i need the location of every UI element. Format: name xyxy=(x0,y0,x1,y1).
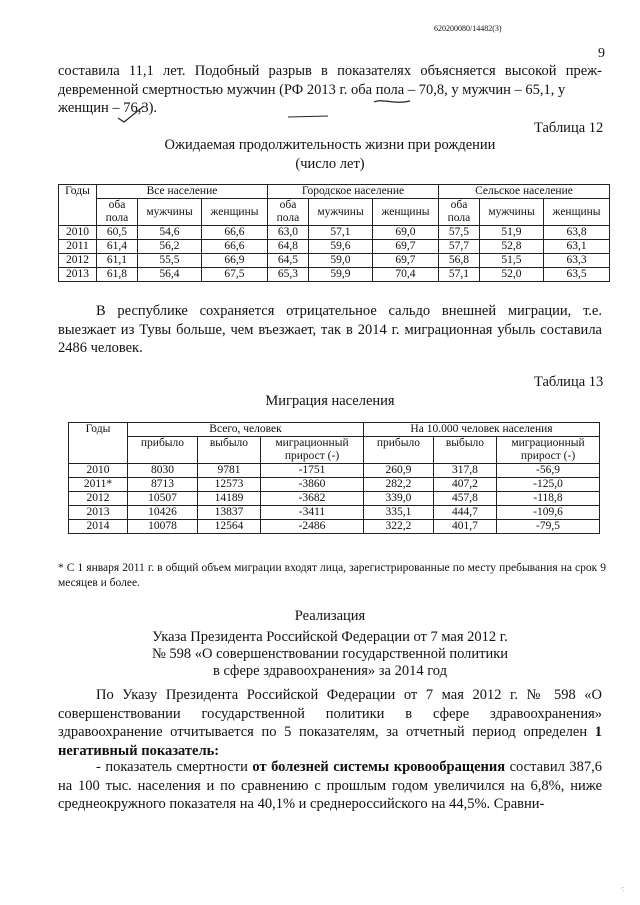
table-cell: 2013 xyxy=(59,268,97,282)
table-cell: 51,5 xyxy=(479,254,543,268)
table-cell: 59,6 xyxy=(308,240,372,254)
table-cell: 69,0 xyxy=(373,226,439,240)
pen-underline-mark xyxy=(372,96,412,108)
table-cell: 66,6 xyxy=(202,226,268,240)
subheader-women: женщины xyxy=(202,199,268,226)
section-title xyxy=(58,608,602,680)
table-cell: 317,8 xyxy=(433,464,496,478)
section-title-line: Реализация xyxy=(294,608,366,624)
table-cell: 69,7 xyxy=(373,240,439,254)
table-cell: 63,1 xyxy=(544,240,610,254)
paragraph-bold-text: 1 негативный показатель: xyxy=(58,724,602,759)
table-cell: -3860 xyxy=(260,478,363,492)
table-cell: -118,8 xyxy=(497,492,600,506)
header-years: Годы xyxy=(59,185,97,226)
paragraph-mortality xyxy=(58,758,602,814)
table-cell: 54,6 xyxy=(137,226,201,240)
table-cell: 57,7 xyxy=(438,240,479,254)
table-subheader-row xyxy=(69,437,600,464)
table-cell: 57,1 xyxy=(438,268,479,282)
table-cell: 56,4 xyxy=(137,268,201,282)
table-cell: 401,7 xyxy=(433,520,496,534)
paragraph-decree-report xyxy=(58,686,602,760)
table-cell: 9781 xyxy=(197,464,260,478)
header-group-total: Всего, человек xyxy=(128,423,364,437)
table-subheader-row xyxy=(59,199,610,226)
table-cell: 63,3 xyxy=(544,254,610,268)
table-row xyxy=(59,254,610,268)
subheader-both: оба пола xyxy=(267,199,308,226)
section-title-line: № 598 «О совершенствовании государственной политики xyxy=(151,646,509,662)
paragraph-bold-text: от болезней системы кровообращения xyxy=(252,759,506,775)
subheader-women: женщины xyxy=(373,199,439,226)
header-group-rural: Сельское население xyxy=(438,185,609,199)
table-cell: 10507 xyxy=(128,492,198,506)
paragraph-line: составила 11,1 лет. Подобный разрыв в показателях объясняется высокой преж- xyxy=(58,63,602,79)
table-cell: 52,0 xyxy=(479,268,543,282)
table-cell: 55,5 xyxy=(137,254,201,268)
table12-label: Таблица 12 xyxy=(534,120,604,136)
table-cell: 59,0 xyxy=(308,254,372,268)
table-cell: -79,5 xyxy=(497,520,600,534)
table-cell: 2010 xyxy=(69,464,128,478)
table-cell: -3411 xyxy=(260,506,363,520)
table13-title: Миграция населения xyxy=(265,393,395,409)
table-cell: 14189 xyxy=(197,492,260,506)
table12-title xyxy=(58,136,602,173)
table-cell: 59,9 xyxy=(308,268,372,282)
table-cell: -3682 xyxy=(260,492,363,506)
table-header-row xyxy=(59,185,610,199)
header-group-urban: Городское население xyxy=(267,185,438,199)
table-cell: 10078 xyxy=(128,520,198,534)
migration-table xyxy=(68,422,600,534)
table-cell: 61,4 xyxy=(96,240,137,254)
table-cell: -1751 xyxy=(260,464,363,478)
table-cell: 260,9 xyxy=(363,464,433,478)
table12-title-line: Ожидаемая продолжительность жизни при рождении xyxy=(164,137,496,153)
table13-footnote: * С 1 января 2011 г. в общий объем миграции входят лица, зарегистрированные по месту пребывания на срок 9 месяцев и более. xyxy=(58,562,606,589)
subheader-departed: выбыло xyxy=(197,437,260,464)
table-cell: 56,8 xyxy=(438,254,479,268)
table-cell: 2011* xyxy=(69,478,128,492)
table-cell: 67,5 xyxy=(202,268,268,282)
subheader-men: мужчины xyxy=(137,199,201,226)
table-cell: 2013 xyxy=(69,506,128,520)
section-title-line: Указа Президента Российской Федерации от 7 мая 2012 г. xyxy=(152,629,508,645)
table-row xyxy=(69,492,600,506)
table-cell: 61,8 xyxy=(96,268,137,282)
subheader-both: оба пола xyxy=(438,199,479,226)
table-cell: 60,5 xyxy=(96,226,137,240)
table-cell: 335,1 xyxy=(363,506,433,520)
table-cell: -125,0 xyxy=(497,478,600,492)
subheader-departed: выбыло xyxy=(433,437,496,464)
table-cell: 13837 xyxy=(197,506,260,520)
table-row xyxy=(69,506,600,520)
table-cell: 61,1 xyxy=(96,254,137,268)
table-row xyxy=(59,268,610,282)
table-cell: 2012 xyxy=(59,254,97,268)
table-row xyxy=(59,226,610,240)
table-row xyxy=(69,478,600,492)
pen-stroke-mark xyxy=(286,112,330,122)
subheader-men: мужчины xyxy=(308,199,372,226)
table-cell: 444,7 xyxy=(433,506,496,520)
life-expectancy-table xyxy=(58,184,610,282)
corner-mark: ·: xyxy=(620,884,625,893)
table12-subtitle: (число лет) xyxy=(295,155,365,172)
table-cell: 12564 xyxy=(197,520,260,534)
table-cell: 63,5 xyxy=(544,268,610,282)
table13-label: Таблица 13 xyxy=(534,374,604,390)
table-cell: 322,2 xyxy=(363,520,433,534)
paragraph-migration: В республике сохраняется отрицательное сальдо внешней миграции, т.е. выезжает из Тувы больше, чем въезжает, так в 2014 г. миграционная убыль составила 2486 человек. xyxy=(58,303,602,356)
table-header-row xyxy=(69,423,600,437)
paragraph-line: женщин – 76,3). xyxy=(58,100,158,116)
table-row xyxy=(69,520,600,534)
table-cell: 52,8 xyxy=(479,240,543,254)
table-cell: 57,1 xyxy=(308,226,372,240)
pen-check-mark xyxy=(116,104,148,124)
table-row xyxy=(69,464,600,478)
table-cell: 69,7 xyxy=(373,254,439,268)
table-cell: 70,4 xyxy=(373,268,439,282)
document-code: 620200080/14482(3) xyxy=(434,24,502,33)
subheader-migration-growth: миграционный прирост (-) xyxy=(497,437,600,464)
table-cell: 339,0 xyxy=(363,492,433,506)
table-cell: -2486 xyxy=(260,520,363,534)
subheader-men: мужчины xyxy=(479,199,543,226)
paragraph-text: - показатель смертности xyxy=(96,759,253,775)
table-cell: -109,6 xyxy=(497,506,600,520)
subheader-both: оба пола xyxy=(96,199,137,226)
table-cell: 2012 xyxy=(69,492,128,506)
table-cell: 51,9 xyxy=(479,226,543,240)
table-cell: 66,6 xyxy=(202,240,268,254)
paragraph-line: девременной смертностью мужчин (РФ 2013 г. оба пола – 70,8, у мужчин – 65,1, у xyxy=(58,81,566,98)
table-cell: 282,2 xyxy=(363,478,433,492)
subheader-arrived: прибыло xyxy=(128,437,198,464)
table-row xyxy=(59,240,610,254)
table-cell: 8030 xyxy=(128,464,198,478)
table-cell: 56,2 xyxy=(137,240,201,254)
table-cell: 65,3 xyxy=(267,268,308,282)
table-cell: 407,2 xyxy=(433,478,496,492)
table-cell: 457,8 xyxy=(433,492,496,506)
page-number: 9 xyxy=(598,46,605,61)
header-group-all: Все население xyxy=(96,185,267,199)
table-cell: 2010 xyxy=(59,226,97,240)
paragraph-text: По Указу Президента Российской Федерации от 7 мая 2012 г. № 598 «О совершенствовании государственной политики в сфере здравоохранения» здравоохранение отчитывается по 5 показателям, за отчетный период определен xyxy=(58,687,602,740)
section-title-line: в сфере здравоохранения» за 2014 год xyxy=(212,663,448,679)
table-cell: 12573 xyxy=(197,478,260,492)
table-cell: 2014 xyxy=(69,520,128,534)
table-cell: 2011 xyxy=(59,240,97,254)
table-cell: 63,8 xyxy=(544,226,610,240)
subheader-migration-growth: миграционный прирост (-) xyxy=(260,437,363,464)
paragraph-text: составил 387,6 на 100 тыс. населения и по сравнению с прошлым годом увеличился на 6,8%, ниже среднеокружного показателя на 40,1% и среднероссийского на 44,5%. Сравни- xyxy=(58,759,602,812)
table-cell: 63,0 xyxy=(267,226,308,240)
table-cell: -56,9 xyxy=(497,464,600,478)
header-years: Годы xyxy=(69,423,128,464)
subheader-arrived: прибыло xyxy=(363,437,433,464)
table-cell: 10426 xyxy=(128,506,198,520)
table-cell: 64,8 xyxy=(267,240,308,254)
table-cell: 57,5 xyxy=(438,226,479,240)
table-cell: 8713 xyxy=(128,478,198,492)
subheader-women: женщины xyxy=(544,199,610,226)
table-cell: 66,9 xyxy=(202,254,268,268)
header-group-per-10000: На 10.000 человек населения xyxy=(363,423,599,437)
table-cell: 64,5 xyxy=(267,254,308,268)
